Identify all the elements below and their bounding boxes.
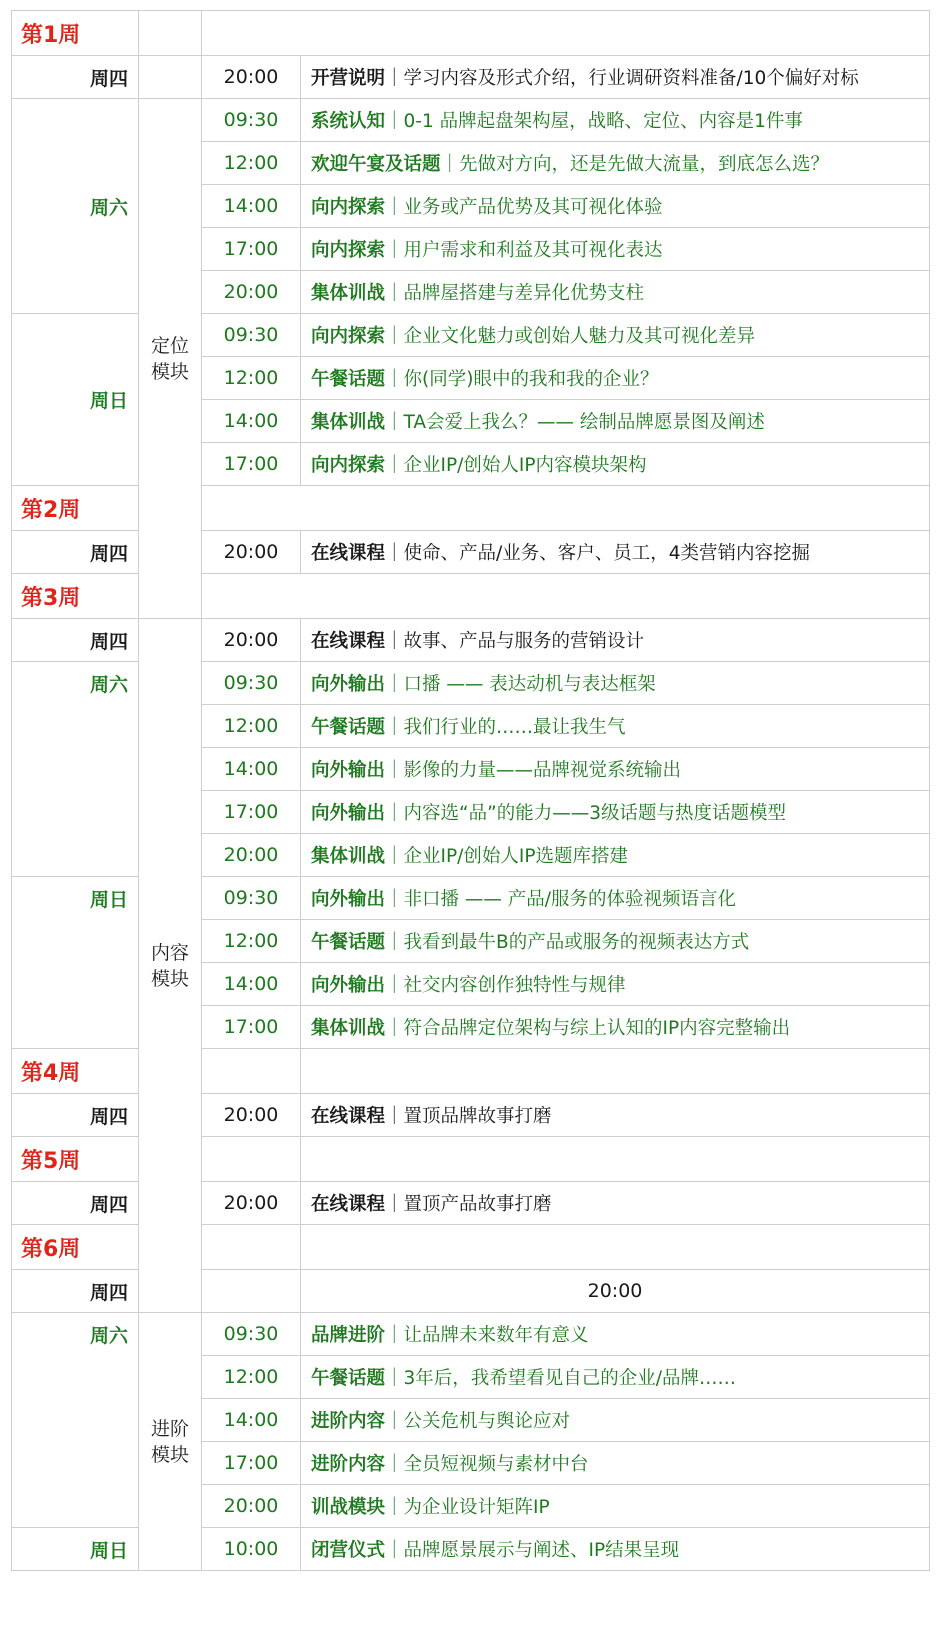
session-time: 14:00 — [202, 1399, 301, 1442]
session-description-cell — [301, 99, 930, 142]
separator: ｜ — [385, 1540, 404, 1561]
session-description: 品牌屋搭建与差异化优势支柱 — [403, 283, 645, 304]
session-time: 17:00 — [202, 443, 301, 486]
session-time: 14:00 — [202, 963, 301, 1006]
day-label-sunday: 周日 — [12, 1528, 139, 1571]
week-header-filler — [202, 1049, 301, 1094]
session-time: 20:00 — [202, 271, 301, 314]
session-time: 20:00 — [202, 1182, 301, 1225]
separator: ｜ — [385, 803, 404, 824]
module-label-line: 定位 — [150, 334, 189, 357]
session-time: 09:30 — [202, 99, 301, 142]
session-title: 午餐话题 — [311, 717, 386, 738]
session-time: 10:00 — [202, 1528, 301, 1571]
session-title: 向内探索 — [311, 326, 386, 347]
session-title: 在线课程 — [311, 1106, 386, 1127]
session-title: 集体训战 — [311, 846, 386, 867]
session-title: 集体训战 — [311, 283, 386, 304]
separator: ｜ — [385, 369, 404, 390]
session-description-cell — [301, 56, 930, 99]
week-label: 第4周 — [12, 1049, 139, 1094]
separator: ｜ — [385, 674, 404, 695]
day-label-saturday: 周六 — [12, 662, 139, 877]
session-title: 向外输出 — [311, 803, 386, 824]
session-description: 故事、产品与服务的营销设计 — [403, 631, 645, 652]
module-label-line: 模块 — [150, 967, 189, 990]
session-description-cell — [301, 1399, 930, 1442]
week-label: 第1周 — [12, 11, 139, 56]
separator: ｜ — [385, 1018, 404, 1039]
session-time: 20:00 — [202, 1485, 301, 1528]
session-time: 09:30 — [202, 1313, 301, 1356]
session-description: 全员短视频与素材中台 — [403, 1454, 589, 1475]
session-description-cell — [301, 1528, 930, 1571]
week-header-filler — [202, 1225, 301, 1270]
session-title: 向内探索 — [311, 455, 386, 476]
session-title: 闭营仪式 — [311, 1540, 386, 1561]
session-description: 我们行业的……最让我生气 — [403, 717, 626, 738]
day-label-thursday: 周四 — [12, 56, 139, 99]
session-description-cell — [301, 748, 930, 791]
session-description-cell — [301, 920, 930, 963]
week-header-filler — [202, 574, 930, 619]
separator: ｜ — [385, 543, 404, 564]
schedule-table — [11, 10, 930, 1571]
session-description: 符合品牌定位架构与综上认知的IP内容完整输出 — [403, 1018, 791, 1039]
separator: ｜ — [385, 1454, 404, 1475]
day-label-thursday: 周四 — [12, 619, 139, 662]
separator: ｜ — [385, 631, 404, 652]
session-time: 09:30 — [202, 877, 301, 920]
session-title: 训战模块 — [311, 1497, 386, 1518]
session-row — [12, 56, 930, 99]
session-time: 20:00 — [202, 1094, 301, 1137]
separator: ｜ — [385, 1497, 404, 1518]
week-header-filler — [202, 11, 930, 56]
separator: ｜ — [385, 111, 404, 132]
module-empty-cell — [139, 56, 202, 99]
separator: ｜ — [385, 68, 404, 89]
separator: ｜ — [385, 1194, 404, 1215]
week-header-filler — [202, 486, 930, 531]
session-description-cell — [301, 443, 930, 486]
session-description-cell — [301, 1356, 930, 1399]
session-description: 学习内容及形式介绍，行业调研资料准备/10个偏好对标 — [403, 68, 859, 89]
session-description: 置顶产品故事打磨 — [403, 1194, 552, 1215]
module-empty-cell — [139, 11, 202, 56]
session-description-cell — [301, 357, 930, 400]
session-title: 在线课程 — [311, 1194, 386, 1215]
separator: ｜ — [385, 412, 404, 433]
session-description-cell — [301, 142, 930, 185]
session-description: 我看到最牛B的产品或服务的视频表达方式 — [403, 932, 750, 953]
separator: ｜ — [385, 1368, 404, 1389]
session-title: 在线课程 — [311, 631, 386, 652]
session-time: 17:00 — [202, 791, 301, 834]
week-header-filler — [202, 1137, 301, 1182]
day-label-thursday: 周四 — [12, 1094, 139, 1137]
session-time: 20:00 — [202, 834, 301, 877]
module-label-line: 模块 — [150, 360, 189, 383]
session-row — [12, 1313, 930, 1356]
day-label-saturday: 周六 — [12, 99, 139, 314]
session-title: 向内探索 — [311, 240, 386, 261]
session-time: 14:00 — [202, 748, 301, 791]
session-description: 业务或产品优势及其可视化体验 — [403, 197, 663, 218]
session-time: 20:00 — [301, 1270, 930, 1313]
day-label-saturday: 周六 — [12, 1313, 139, 1528]
separator: ｜ — [385, 975, 404, 996]
session-description-cell — [301, 1313, 930, 1356]
session-time: 20:00 — [202, 619, 301, 662]
session-title: 进阶内容 — [311, 1454, 386, 1475]
session-description: 你(同学)眼中的我和我的企业？ — [403, 369, 659, 390]
module-empty-cell — [202, 1270, 301, 1313]
session-title: 系统认知 — [311, 111, 386, 132]
session-description: 置顶品牌故事打磨 — [403, 1106, 552, 1127]
session-description-cell — [301, 531, 930, 574]
session-description-cell — [301, 834, 930, 877]
separator: ｜ — [440, 154, 460, 175]
module-label-line: 内容 — [150, 941, 189, 964]
session-time: 12:00 — [202, 142, 301, 185]
session-title: 集体训战 — [311, 412, 386, 433]
session-description: 社交内容创作独特性与规律 — [403, 975, 626, 996]
session-description: 用户需求和利益及其可视化表达 — [403, 240, 663, 261]
week-label: 第2周 — [12, 486, 139, 531]
session-description: 让品牌未来数年有意义 — [403, 1325, 589, 1346]
session-title: 向外输出 — [311, 889, 386, 910]
session-time: 09:30 — [202, 662, 301, 705]
session-description: 内容选“品”的能力——3级话题与热度话题模型 — [403, 803, 786, 824]
session-time: 20:00 — [202, 56, 301, 99]
session-title: 向内探索 — [311, 197, 386, 218]
separator: ｜ — [385, 197, 404, 218]
session-description: 企业IP/创始人IP内容模块架构 — [403, 455, 647, 476]
session-description-cell — [301, 1485, 930, 1528]
separator: ｜ — [385, 846, 404, 867]
session-time: 17:00 — [202, 1006, 301, 1049]
session-description: TA会爱上我么？—— 绘制品牌愿景图及阐述 — [403, 412, 765, 433]
week-label: 第6周 — [12, 1225, 139, 1270]
session-time: 17:00 — [202, 1442, 301, 1485]
separator: ｜ — [385, 760, 404, 781]
session-title: 午餐话题 — [311, 369, 386, 390]
session-title: 集体训战 — [311, 1018, 386, 1039]
module-label-line: 模块 — [150, 1443, 189, 1466]
module-label-cell — [139, 619, 202, 1313]
session-time: 12:00 — [202, 705, 301, 748]
session-description: 口播 —— 表达动机与表达框架 — [403, 674, 656, 695]
schedule-body — [12, 11, 930, 1571]
session-description: 企业IP/创始人IP选题库搭建 — [403, 846, 628, 867]
session-time: 20:00 — [202, 531, 301, 574]
session-description: 使命、产品/业务、客户、员工，4类营销内容挖掘 — [403, 543, 811, 564]
session-description-cell — [301, 185, 930, 228]
separator: ｜ — [385, 717, 404, 738]
session-row — [12, 619, 930, 662]
session-description-cell — [301, 705, 930, 748]
session-description: 为企业设计矩阵IP — [403, 1497, 550, 1518]
separator: ｜ — [385, 240, 404, 261]
session-description: 企业文化魅力或创始人魅力及其可视化差异 — [403, 326, 756, 347]
session-time: 12:00 — [202, 1356, 301, 1399]
session-description: 非口播 —— 产品/服务的体验视频语言化 — [403, 889, 737, 910]
session-description: 先做对方向，还是先做大流量，到底怎么选？ — [459, 154, 830, 175]
session-description-cell — [301, 619, 930, 662]
module-label-cell — [139, 1313, 202, 1571]
session-description-cell — [301, 791, 930, 834]
day-label-thursday: 周四 — [12, 1270, 139, 1313]
session-title: 开营说明 — [311, 68, 386, 89]
session-description: 影像的力量——品牌视觉系统输出 — [403, 760, 682, 781]
session-description-cell — [301, 271, 930, 314]
separator: ｜ — [385, 932, 404, 953]
session-time: 14:00 — [202, 400, 301, 443]
week-label: 第3周 — [12, 574, 139, 619]
session-title: 向外输出 — [311, 975, 386, 996]
session-description-cell — [301, 877, 930, 920]
session-description: 公关危机与舆论应对 — [403, 1411, 571, 1432]
week-header-row — [12, 11, 930, 56]
session-title: 午餐话题 — [311, 932, 386, 953]
week-header-filler — [301, 1137, 930, 1182]
session-description-cell — [301, 1006, 930, 1049]
module-label-line: 进阶 — [150, 1417, 189, 1440]
session-description: 3年后，我希望看见自己的企业/品牌…… — [403, 1368, 737, 1389]
separator: ｜ — [385, 455, 404, 476]
day-label-sunday: 周日 — [12, 877, 139, 1049]
session-description-cell — [301, 963, 930, 1006]
session-description-cell — [301, 1442, 930, 1485]
session-title: 进阶内容 — [311, 1411, 386, 1432]
session-title: 向外输出 — [311, 760, 386, 781]
session-time: 17:00 — [202, 228, 301, 271]
week-header-filler — [301, 1049, 930, 1094]
session-description-cell — [301, 662, 930, 705]
session-description-cell — [301, 228, 930, 271]
session-time: 09:30 — [202, 314, 301, 357]
session-description-cell — [301, 400, 930, 443]
week-header-filler — [301, 1225, 930, 1270]
separator: ｜ — [385, 1106, 404, 1127]
session-description-cell — [301, 314, 930, 357]
separator: ｜ — [385, 283, 404, 304]
session-time: 12:00 — [202, 357, 301, 400]
separator: ｜ — [385, 1325, 404, 1346]
module-label-cell — [139, 99, 202, 619]
session-title: 品牌进阶 — [311, 1325, 386, 1346]
week-label: 第5周 — [12, 1137, 139, 1182]
session-description-cell — [301, 1094, 930, 1137]
day-label-sunday: 周日 — [12, 314, 139, 486]
separator: ｜ — [385, 889, 404, 910]
day-label-thursday: 周四 — [12, 531, 139, 574]
session-description: 品牌愿景展示与阐述、IP结果呈现 — [403, 1540, 680, 1561]
session-time: 14:00 — [202, 185, 301, 228]
separator: ｜ — [385, 326, 404, 347]
session-title: 欢迎午宴及话题 — [311, 154, 441, 175]
session-row — [12, 99, 930, 142]
session-title: 向外输出 — [311, 674, 386, 695]
day-label-thursday: 周四 — [12, 1182, 139, 1225]
session-title: 在线课程 — [311, 543, 386, 564]
session-title: 午餐话题 — [311, 1368, 386, 1389]
session-time: 12:00 — [202, 920, 301, 963]
session-description-cell — [301, 1182, 930, 1225]
session-description: 0-1 品牌起盘架构屋，战略、定位、内容是1件事 — [403, 111, 803, 132]
separator: ｜ — [385, 1411, 404, 1432]
